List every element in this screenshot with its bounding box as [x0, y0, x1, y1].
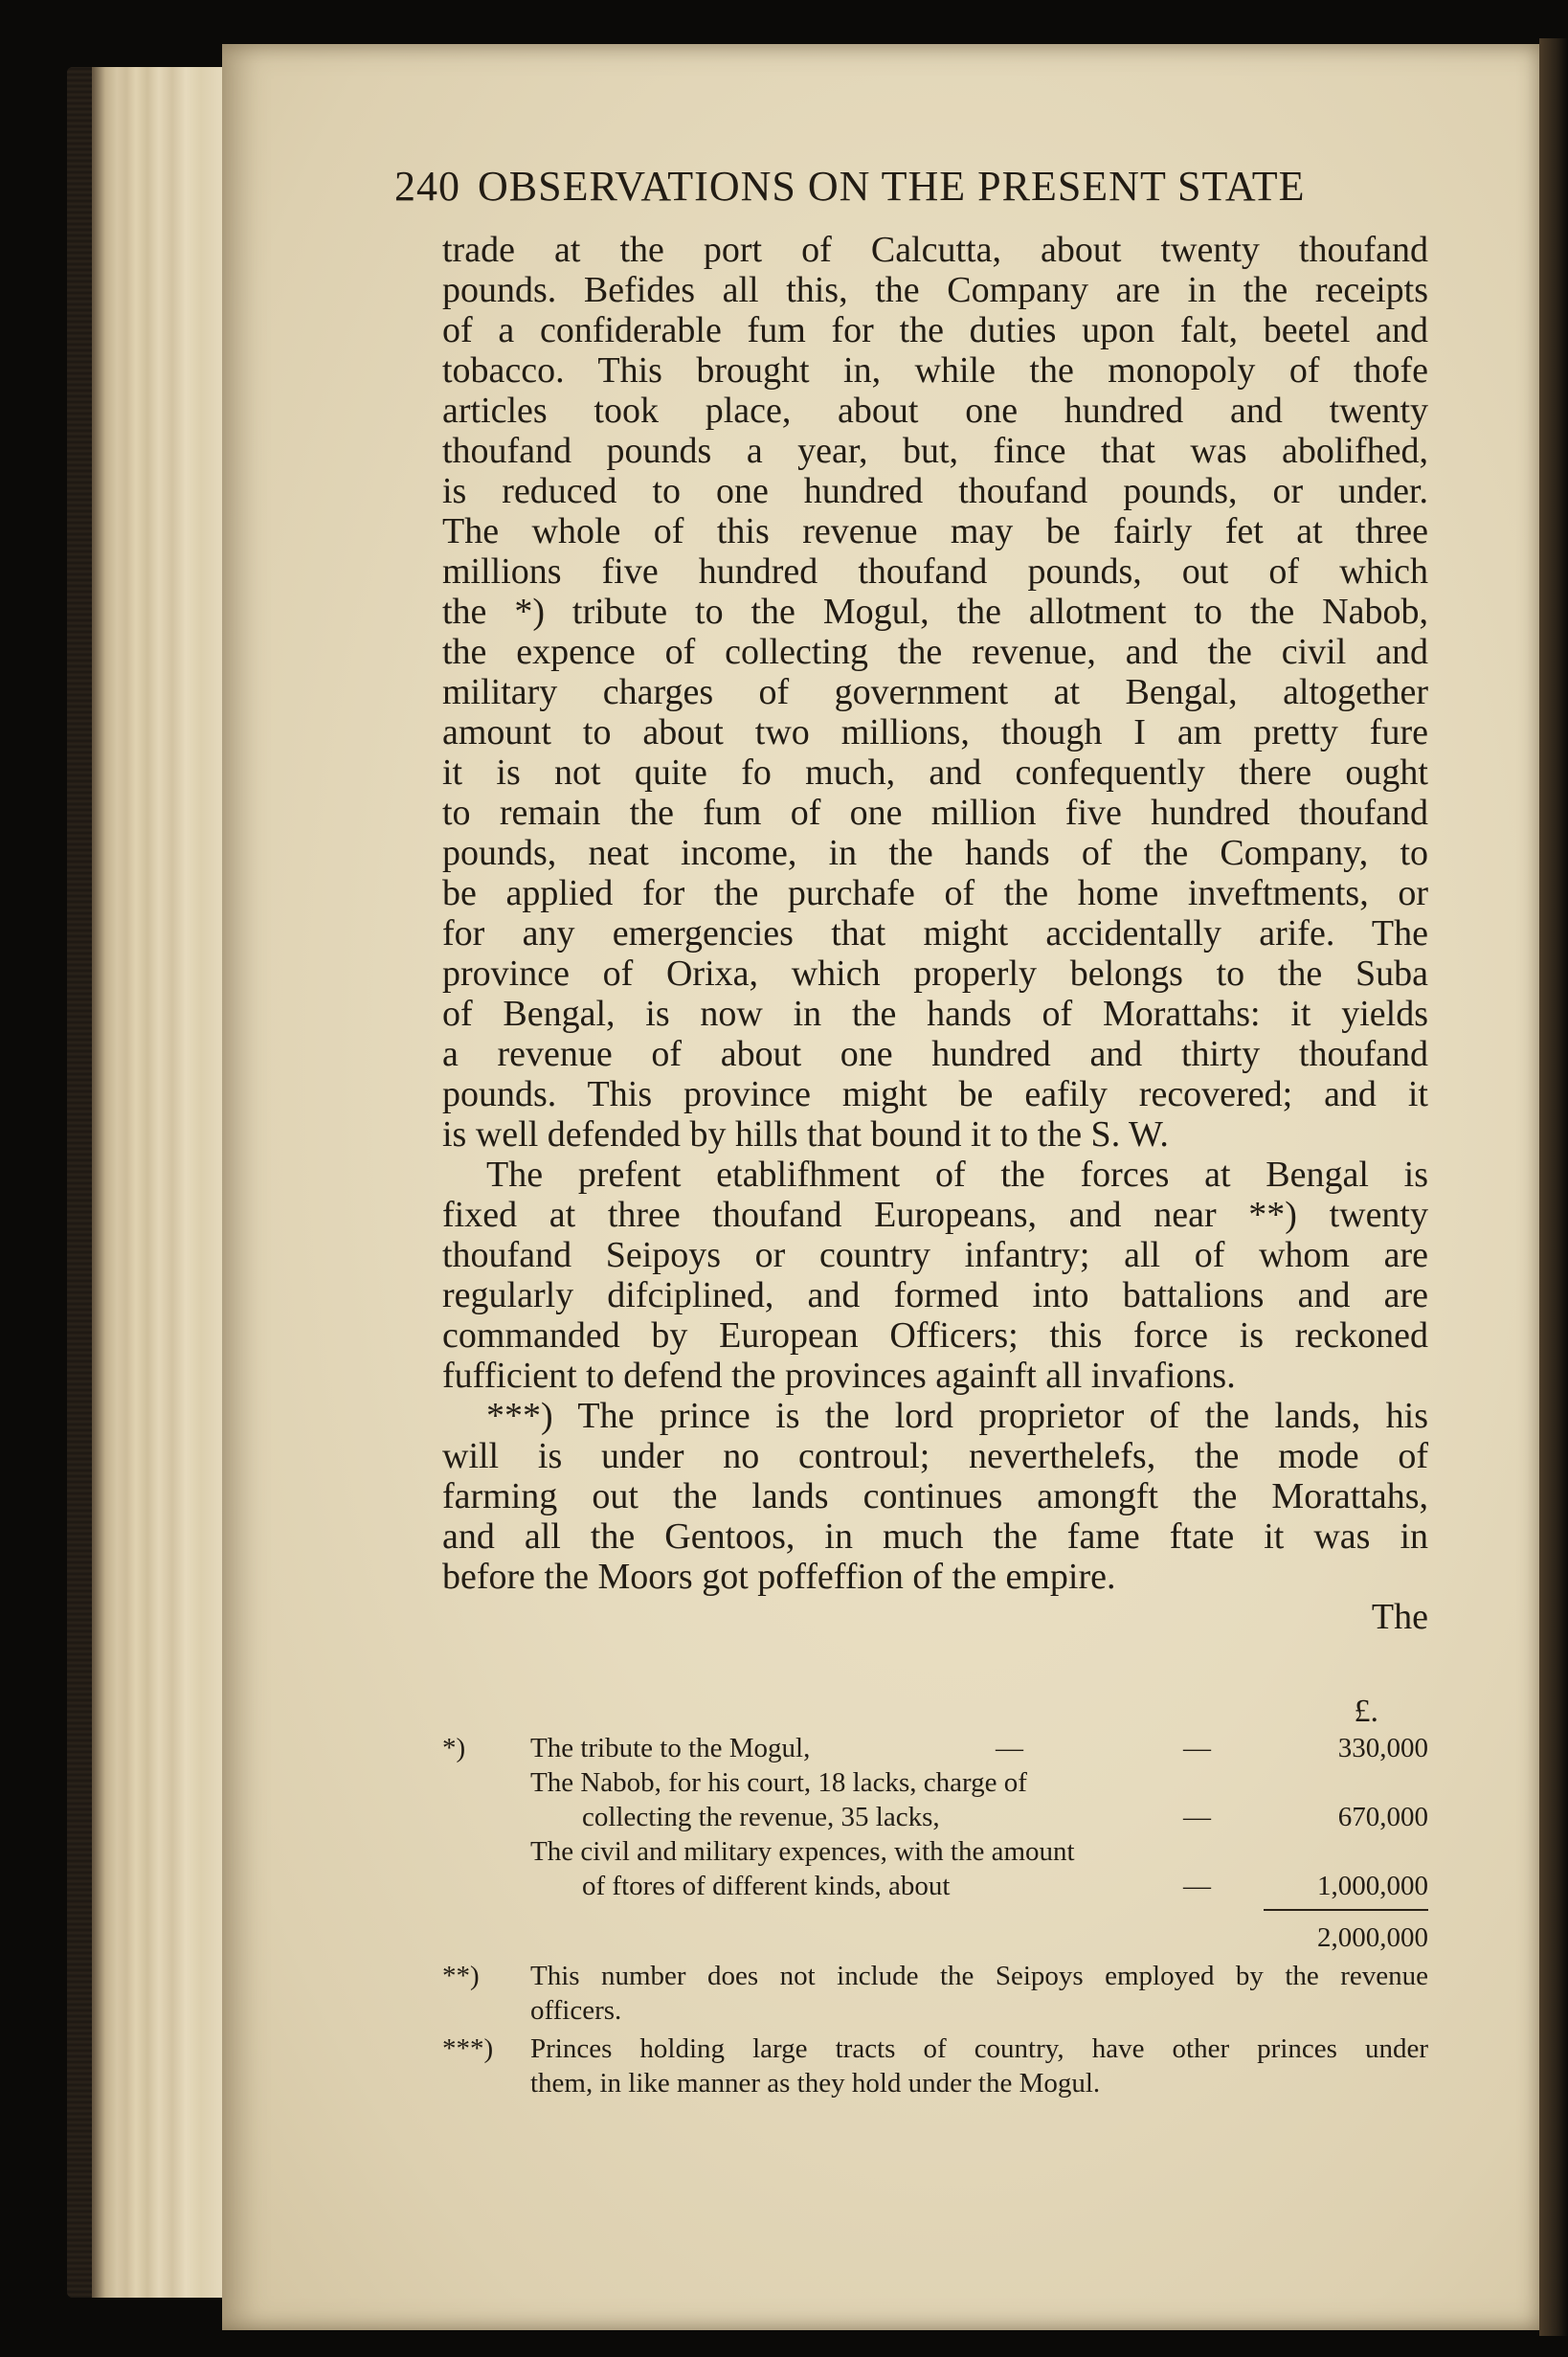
- footnote-mark: *): [442, 1733, 466, 1763]
- text-line: regularly difciplined, and formed into battalions and are: [442, 1275, 1428, 1315]
- text-line: of Bengal, is now in the hands of Morattahs: it yields: [442, 994, 1428, 1034]
- footnotes: [442, 1693, 1428, 2100]
- text-line: tobacco. This brought in, while the monopoly of thofe: [442, 350, 1428, 391]
- text-line: pounds, neat income, in the hands of the Company, to: [442, 833, 1428, 873]
- currency-symbol: £.: [1354, 1694, 1378, 1729]
- text-line: commanded by European Officers; this force is reckoned: [442, 1315, 1428, 1356]
- collecting-label: collecting the revenue, 35 lacks,: [582, 1802, 940, 1832]
- tribute-label: The tribute to the Mogul,: [530, 1733, 811, 1763]
- footnote-line: officers.: [530, 1995, 622, 2026]
- text-line: the *) tribute to the Mogul, the allotment to the Nabob,: [442, 592, 1428, 632]
- text-line: for any emergencies that might accidentally arife. The: [442, 913, 1428, 954]
- footnote-mark: **): [442, 1961, 480, 1991]
- sum-rule: [442, 1903, 1428, 1920]
- text-line: articles took place, about one hundred and twenty: [442, 391, 1428, 431]
- text-line: millions five hundred thoufand pounds, out of which: [442, 551, 1428, 592]
- text-line: The whole of this revenue may be fairly fet at three: [442, 511, 1428, 551]
- text-line: be applied for the purchafe of the home inveftments, or: [442, 873, 1428, 913]
- total-amount: 2,000,000: [1317, 1922, 1428, 1953]
- text-line: amount to about two millions, though I am pretty fure: [442, 712, 1428, 752]
- stores-label: of ftores of different kinds, about: [582, 1871, 951, 1901]
- footnote-mark: ***): [442, 2033, 494, 2064]
- main-text: [394, 144, 1428, 1637]
- tribute-amount: 330,000: [1337, 1733, 1428, 1763]
- text-line: to remain the fum of one million five hundred thoufand: [442, 793, 1428, 833]
- text-line: thoufand pounds a year, but, fince that was abolifhed,: [442, 431, 1428, 471]
- text-line: a revenue of about one hundred and thirty thoufand: [442, 1034, 1428, 1074]
- text-line: of a confiderable fum for the duties upon falt, beetel and: [442, 310, 1428, 350]
- text-line: and all the Gentoos, in much the fame ftate it was in: [442, 1516, 1428, 1557]
- collecting-row: [442, 1800, 1428, 1834]
- page-number: 240: [394, 163, 460, 210]
- footnote-princes: [442, 2032, 1428, 2100]
- tribute-row: [442, 1731, 1428, 1765]
- stores-row: [442, 1869, 1428, 1903]
- nabob-row: [442, 1765, 1428, 1800]
- stores-amount: 1,000,000: [1317, 1871, 1428, 1901]
- dash: —: [1183, 1871, 1211, 1901]
- dash: —: [1183, 1733, 1211, 1763]
- text-line: is well defended by hills that bound it to the S. W.: [442, 1114, 1169, 1155]
- text-line: will is under no controul; neverthelefs, the mode of: [442, 1436, 1428, 1476]
- dash: —: [996, 1733, 1023, 1763]
- expences-label: The civil and military expences, with the amount: [530, 1836, 1075, 1867]
- dash: —: [1183, 1802, 1211, 1832]
- text-line: trade at the port of Calcutta, about twenty thoufand: [442, 230, 1428, 270]
- footnote-line: This number does not include the Seipoys employed by the revenue: [530, 1961, 1428, 1991]
- footnote-seipoys: [442, 1959, 1428, 2028]
- text-line: farming out the lands continues amongft the Morattahs,: [442, 1476, 1428, 1516]
- text-line: it is not quite fo much, and confequently there ought: [442, 752, 1428, 793]
- text-line: thoufand Seipoys or country infantry; all of whom are: [442, 1235, 1428, 1275]
- text-line: military charges of government at Bengal, altogether: [442, 672, 1428, 712]
- total-row: [442, 1920, 1428, 1955]
- text-line: fixed at three thoufand Europeans, and near **) twenty: [442, 1195, 1428, 1235]
- text-line: pounds. Befides all this, the Company are in the receipts: [442, 270, 1428, 310]
- text-line: the expence of collecting the revenue, and the civil and: [442, 632, 1428, 672]
- running-head: [394, 144, 1428, 230]
- text-line: The prefent etablifhment of the forces at Bengal is: [486, 1155, 1428, 1195]
- binding-gutter: [1539, 38, 1568, 2336]
- running-title: OBSERVATIONS ON THE PRESENT STATE: [478, 163, 1306, 210]
- text-line: is reduced to one hundred thoufand pounds, or under.: [442, 471, 1428, 511]
- text-line: province of Orixa, which properly belongs to the Suba: [442, 954, 1428, 994]
- text-line: before the Moors got poffeffion of the empire.: [442, 1557, 1116, 1597]
- collecting-amount: 670,000: [1337, 1802, 1428, 1832]
- nabob-label: The Nabob, for his court, 18 lacks, charge of: [530, 1767, 1027, 1798]
- text-line: fufficient to defend the provinces againft all invafions.: [442, 1356, 1236, 1396]
- text-line: pounds. This province might be eafily recovered; and it: [442, 1074, 1428, 1114]
- footnote-line: them, in like manner as they hold under the Mogul.: [530, 2068, 1101, 2099]
- footnote-line: Princes holding large tracts of country, have other princes under: [530, 2033, 1428, 2064]
- book-page-edges: [67, 67, 230, 2298]
- catchword: The: [1371, 1597, 1428, 1637]
- text-line: ***) The prince is the lord proprietor of the lands, his: [486, 1396, 1428, 1436]
- expences-row: [442, 1834, 1428, 1869]
